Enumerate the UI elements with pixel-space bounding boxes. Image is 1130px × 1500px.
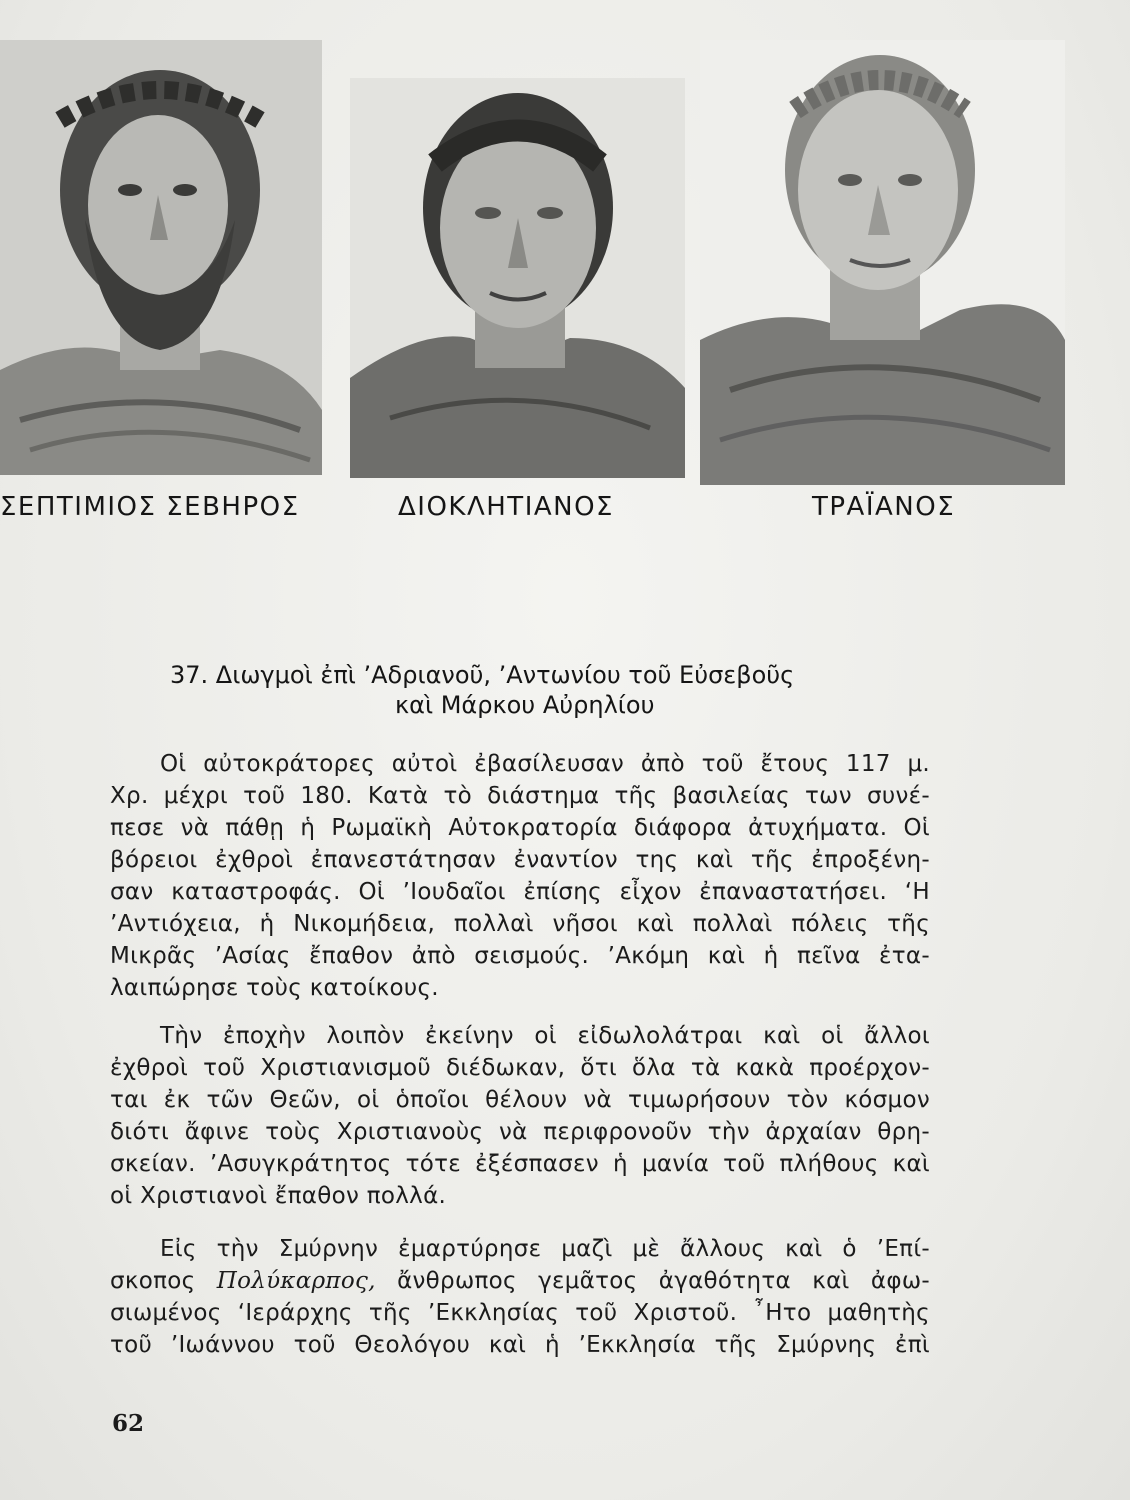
text-line: ’Αντιόχεια, ἡ Νικομήδεια, πολλαὶ νῆσοι καὶ πολλαὶ πόλεις τῆς — [110, 911, 930, 937]
text-line: οἱ Χριστιανοὶ ἔπαθον πολλά. — [110, 1183, 447, 1209]
text-line: τοῦ ’Ιωάννου τοῦ Θεολόγου καὶ ἡ ’Εκκλησία τῆς Σμύρνης ἐπὶ — [110, 1332, 930, 1358]
text-line: σκείαν. ’Ασυγκράτητος τότε ἐξέσπασεν ἡ μανία τοῦ πλήθους καὶ — [110, 1151, 930, 1177]
text-line: Εἰς τὴν Σμύρνην ἐμαρτύρησε μαζὶ μὲ ἄλλους καὶ ὁ ’Επί- — [160, 1236, 930, 1262]
text-line: σιωμένος ‘Ιεράρχης τῆς ’Εκκλησίας τοῦ Χριστοῦ. ῏Ητο μαθητὴς — [110, 1300, 930, 1326]
caption-septimius-severus: ΣΕΠΤΙΜΙΟΣ ΣΕΒΗΡΟΣ — [0, 492, 300, 522]
text-line: πεσε νὰ πάθῃ ἡ Ρωμαϊκὴ Αὐτοκρατορία διάφορα ἀτυχήματα. Οἱ — [110, 815, 930, 841]
caption-diocletian: ΔΙΟΚΛΗΤΙΑΝΟΣ — [398, 492, 614, 522]
text-line: ται ἐκ τῶν Θεῶν, οἱ ὁποῖοι θέλουν νὰ τιμωρήσουν τὸν κόσμον — [110, 1087, 930, 1113]
text-line: λαιπώρησε τοὺς κατοίκους. — [110, 975, 439, 1001]
bust-icon — [350, 78, 685, 478]
text-line: σαν καταστροφάς. Οἱ ’Ιουδαῖοι ἐπίσης εἶχον ἐπαναστατήσει. ‘Η — [110, 879, 930, 905]
paragraph-1 — [110, 748, 930, 1004]
text-line: Χρ. μέχρι τοῦ 180. Κατὰ τὸ διάστημα τῆς βασιλείας των συνέ- — [110, 783, 930, 809]
text-segment: σκοπος — [110, 1268, 196, 1294]
text-line: διότι ἄφινε τοὺς Χριστιανοὺς νὰ περιφρονοῦν τὴν ἀρχαίαν θρη- — [110, 1119, 930, 1145]
text-line: βόρειοι ἐχθροὶ ἐπανεστάτησαν ἐναντίον της καὶ τῆς ἐπροξένη- — [110, 847, 930, 873]
portrait-trajan — [700, 40, 1065, 485]
section-title-line2: καὶ Μάρκου Αὐρηλίου — [395, 691, 655, 719]
text-line: Μικρᾶς ’Ασίας ἔπαθον ἀπὸ σεισμούς. ’Ακόμη καὶ ἡ πεῖνα ἐτα- — [110, 943, 930, 969]
italic-name: Πολύκαρπος, — [216, 1268, 376, 1294]
page-number: 62 — [112, 1410, 145, 1437]
text-line: ἐχθροὶ τοῦ Χριστιανισμοῦ διέδωκαν, ὅτι ὅλα τὰ κακὰ προέρχον- — [110, 1055, 930, 1081]
text-line: Οἱ αὐτοκράτορες αὐτοὶ ἐβασίλευσαν ἀπὸ τοῦ ἔτους 117 μ. — [160, 751, 930, 777]
portrait-diocletian — [350, 78, 685, 478]
text-line — [110, 1265, 930, 1297]
text-segment: ἄνθρωπος γεμᾶτος ἀγαθότητα καὶ ἀφω- — [397, 1268, 930, 1294]
caption-trajan: ΤΡΑΪΑΝΟΣ — [812, 492, 956, 522]
portrait-septimius-severus — [0, 40, 322, 475]
paragraph-3 — [110, 1233, 930, 1361]
text-line: Τὴν ἐποχὴν λοιπὸν ἐκείνην οἱ εἰδωλολάτραι καὶ οἱ ἄλλοι — [160, 1023, 930, 1049]
bearded-bust-icon — [0, 40, 322, 475]
bust-icon — [700, 40, 1065, 485]
paragraph-2 — [110, 1020, 930, 1212]
section-title-line1: 37. Διωγμοὶ ἐπὶ ’Αδριανοῦ, ’Αντωνίου τοῦ Εὐσεβοῦς — [170, 661, 795, 689]
